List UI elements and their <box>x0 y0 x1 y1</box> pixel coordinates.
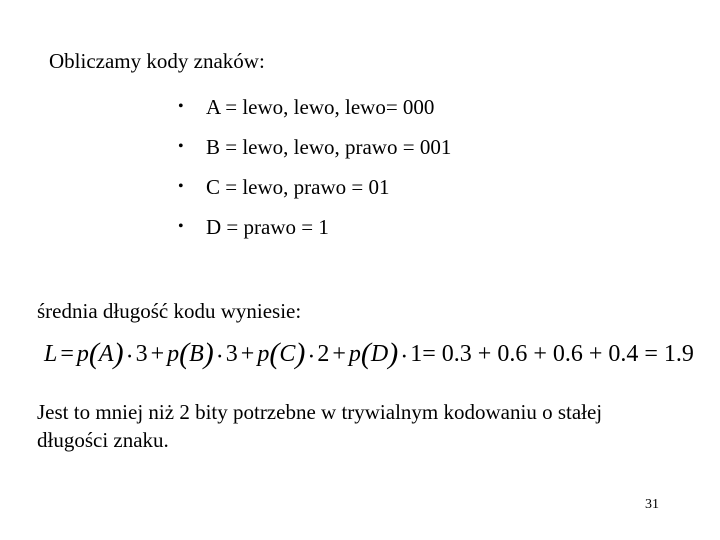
formula-dot: · <box>125 344 134 370</box>
intro-text: Obliczamy kody znaków: <box>49 49 265 73</box>
list-item <box>178 94 451 134</box>
formula-plus: + <box>332 341 346 367</box>
formula-term-length: 3 <box>135 341 148 367</box>
formula-rparen: ) <box>203 337 214 370</box>
page-number: 31 <box>645 497 659 512</box>
formula-rparen: ) <box>388 337 399 370</box>
code-list <box>178 94 451 254</box>
formula-plus: + <box>150 341 165 367</box>
formula-dot: · <box>400 344 409 370</box>
formula-func: p <box>348 341 361 367</box>
formula-plus: + <box>240 341 255 367</box>
formula-term-length: 3 <box>225 341 238 367</box>
code-a: A = lewo, lewo, lewo= 000 <box>206 95 435 119</box>
code-d: D = prawo = 1 <box>206 215 329 239</box>
formula-func: p <box>257 341 270 367</box>
formula-lhs: L <box>44 341 58 367</box>
code-b: B = lewo, lewo, prawo = 001 <box>206 135 452 159</box>
formula-lparen: ( <box>269 337 280 370</box>
formula-dot: · <box>307 344 316 370</box>
conclusion-text: Jest to mniej niż 2 bity potrzebne w trywialnym kodowaniu o stałej długości znaku. <box>37 400 603 452</box>
average-length-formula <box>44 334 694 372</box>
formula-lparen: ( <box>360 337 371 370</box>
formula-term-length: 2 <box>317 341 330 367</box>
formula-dot: · <box>215 344 224 370</box>
bullet-icon: • <box>178 138 184 155</box>
formula-func: p <box>167 341 180 367</box>
bullet-icon: • <box>178 98 184 115</box>
list-item <box>178 214 451 254</box>
formula-term-length: 1 <box>410 341 423 367</box>
formula-term-symbol: A <box>98 341 114 367</box>
formula-equals: = <box>60 341 74 367</box>
formula-rparen: ) <box>295 337 306 370</box>
formula-lparen: ( <box>179 337 190 370</box>
list-item <box>178 174 451 214</box>
formula-lparen: ( <box>88 337 99 370</box>
formula-term-symbol: D <box>370 341 389 367</box>
average-length-label: średnia długość kodu wyniesie: <box>37 299 302 323</box>
formula-func: p <box>76 341 89 367</box>
bullet-icon: • <box>178 178 184 195</box>
formula-rparen: ) <box>113 337 124 370</box>
formula-result: = 0.3 + 0.6 + 0.6 + 0.4 = 1.9 <box>422 341 694 367</box>
code-c: C = lewo, prawo = 01 <box>206 175 390 199</box>
bullet-icon: • <box>178 218 184 235</box>
formula-term-symbol: B <box>189 341 204 367</box>
list-item <box>178 134 451 174</box>
formula-term-symbol: C <box>279 341 296 367</box>
